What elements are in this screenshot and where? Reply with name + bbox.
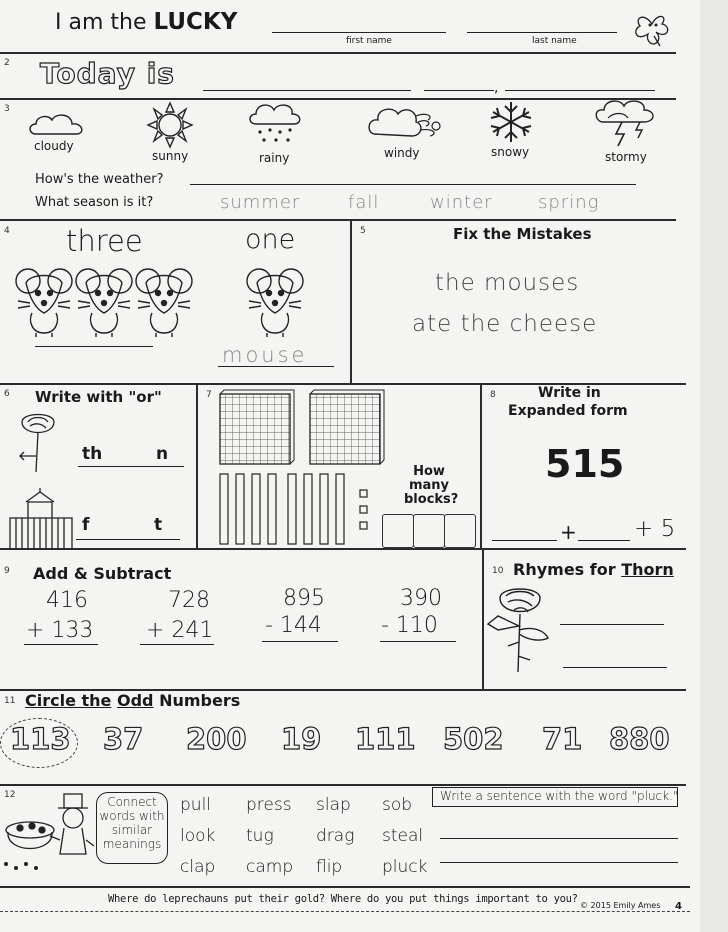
sentence-line[interactable] — [440, 862, 678, 863]
problem-bottom: - 144 — [265, 613, 322, 638]
blocks-prompt: How many blocks? — [404, 464, 459, 507]
number-choice[interactable]: 880 — [609, 722, 670, 756]
thorn-rose-large-icon — [484, 586, 556, 676]
title-part: Numbers — [159, 691, 241, 710]
section-title: Expanded form — [508, 403, 628, 419]
snowflake-icon — [485, 100, 537, 144]
last-name-line[interactable] — [467, 32, 617, 33]
write-line[interactable] — [78, 466, 184, 467]
weather-label-windy: windy — [384, 146, 420, 160]
number-choice[interactable]: 502 — [443, 722, 504, 756]
section-number: 4 — [4, 226, 10, 236]
section-number: 7 — [206, 390, 212, 400]
answer-line[interactable] — [262, 641, 338, 642]
wind-cloud-icon — [368, 104, 450, 144]
thorn-rose-icon — [14, 412, 62, 474]
rhyme-line[interactable] — [560, 624, 664, 625]
sun-icon — [145, 101, 195, 149]
section-title — [25, 691, 240, 710]
month-line[interactable] — [424, 90, 494, 91]
problem-top: 416 — [46, 588, 88, 613]
section-title: Write with "or" — [35, 388, 162, 406]
word-one: one — [245, 224, 296, 255]
title-word: Thorn — [621, 560, 674, 579]
title-part: Odd — [116, 691, 154, 710]
word-choice[interactable]: tug — [246, 826, 274, 846]
divider — [0, 98, 676, 100]
divider-vertical — [350, 219, 352, 384]
divider-vertical — [196, 384, 198, 549]
season-winter[interactable]: winter — [430, 192, 493, 213]
word-choice[interactable]: clap — [180, 857, 216, 877]
section-number: 6 — [4, 389, 10, 399]
mistake-line-1: the mouses — [435, 270, 580, 296]
word-choice[interactable]: drag — [316, 826, 355, 846]
first-name-label: first name — [346, 36, 392, 46]
three-mice-illustration — [14, 265, 204, 337]
tens-line[interactable] — [578, 540, 630, 541]
ones-part: + 5 — [634, 516, 676, 542]
divider — [0, 52, 676, 54]
word-part: th — [82, 444, 103, 464]
divider — [0, 219, 676, 221]
storm-cloud-icon — [594, 98, 660, 148]
section-number: 12 — [4, 790, 16, 800]
problem-bottom: - 110 — [381, 613, 438, 638]
divider — [0, 886, 690, 888]
number-choice[interactable]: 71 — [542, 722, 583, 756]
section-number: 8 — [490, 390, 496, 400]
answer-line[interactable] — [140, 644, 214, 645]
word-choice[interactable]: look — [180, 826, 216, 846]
number-choice[interactable]: 113 — [10, 722, 71, 756]
tens-box[interactable] — [413, 514, 445, 548]
traced-word-mouse[interactable]: mouse — [222, 343, 308, 367]
divider-vertical — [480, 384, 482, 549]
number-choice[interactable]: 200 — [186, 722, 247, 756]
word-three: three — [66, 224, 143, 258]
divider — [0, 784, 686, 786]
rhyme-line[interactable] — [563, 667, 667, 668]
weather-label-rainy: rainy — [259, 151, 290, 165]
answer-line[interactable] — [24, 644, 98, 645]
section-title: Add & Subtract — [33, 564, 172, 583]
first-name-line[interactable] — [272, 32, 446, 33]
page-number: 4 — [675, 901, 682, 912]
word-part: n — [156, 444, 169, 464]
problem-top: 895 — [283, 586, 325, 611]
ones-box[interactable] — [444, 514, 476, 548]
season-spring[interactable]: spring — [538, 192, 600, 213]
section-title: Write in — [538, 385, 601, 401]
problem-top: 728 — [168, 588, 210, 613]
footer-question: Where do leprechauns put their gold? Where do you put things important to you? — [108, 893, 578, 905]
number-choice[interactable]: 37 — [103, 722, 144, 756]
word-part: f — [82, 515, 90, 535]
weather-label-stormy: stormy — [605, 150, 647, 164]
trace-line — [218, 366, 334, 367]
word-choice[interactable]: sob — [382, 795, 413, 815]
day-line[interactable] — [203, 90, 411, 91]
problem-bottom: + 241 — [146, 618, 214, 643]
weather-label-snowy: snowy — [491, 145, 530, 159]
mistake-line-2: ate the cheese — [412, 311, 598, 337]
section-number: 11 — [4, 696, 16, 706]
one-mouse-illustration — [245, 265, 307, 337]
weather-answer-line[interactable] — [190, 184, 636, 185]
section-number: 10 — [492, 566, 504, 576]
word-choice[interactable]: camp — [246, 857, 294, 877]
year-line[interactable] — [505, 90, 655, 91]
shamrock-icon — [630, 10, 674, 48]
sentence-prompt: Write a sentence with the word "pluck." — [440, 789, 679, 803]
title-plain: Rhymes for — [513, 560, 616, 579]
number-choice[interactable]: 19 — [281, 722, 322, 756]
section-title — [513, 560, 674, 579]
copyright: © 2015 Emily Ames — [580, 901, 661, 910]
expanded-number: 515 — [545, 442, 625, 486]
word-choice[interactable]: pull — [180, 795, 212, 815]
word-choice[interactable]: press — [246, 795, 292, 815]
header-title — [55, 9, 237, 35]
word-choice[interactable]: flip — [316, 857, 343, 877]
rain-cloud-icon — [248, 102, 302, 148]
word-choice[interactable]: steal — [382, 826, 424, 846]
problem-top: 390 — [400, 586, 442, 611]
fort-icon — [8, 488, 74, 548]
title-part: Circle the — [25, 691, 112, 710]
connect-label: Connect words with similar meanings — [99, 795, 165, 851]
cloud-icon — [28, 110, 88, 138]
section-number: 5 — [360, 226, 366, 236]
weather-question: How's the weather? — [35, 172, 164, 187]
hundreds-box[interactable] — [382, 514, 414, 548]
number-choice[interactable]: 111 — [355, 722, 416, 756]
title-plain: I am the — [55, 10, 147, 35]
today-label: Today is — [40, 57, 175, 90]
title-bold: LUCKY — [153, 9, 238, 35]
season-summer[interactable]: summer — [220, 192, 301, 213]
weather-label-cloudy: cloudy — [34, 139, 74, 153]
hundreds-line[interactable] — [492, 540, 557, 541]
section-number: 9 — [4, 566, 10, 576]
write-line[interactable] — [76, 539, 180, 540]
problem-bottom: + 133 — [26, 618, 94, 643]
divider — [0, 548, 686, 550]
season-fall[interactable]: fall — [348, 192, 380, 213]
word-part: t — [154, 515, 163, 535]
word-choice[interactable]: slap — [316, 795, 351, 815]
word-choice[interactable]: pluck — [382, 857, 428, 877]
section-title: Fix the Mistakes — [453, 225, 592, 243]
last-name-label: last name — [532, 36, 577, 46]
cut-line — [0, 911, 690, 912]
leprechaun-pot-icon — [2, 790, 98, 874]
answer-line[interactable] — [380, 641, 456, 642]
sentence-line[interactable] — [440, 838, 678, 839]
weather-label-sunny: sunny — [152, 149, 189, 163]
answer-line[interactable] — [35, 346, 153, 347]
date-comma: , — [494, 80, 499, 96]
plus-sign: + — [560, 520, 577, 544]
base-ten-blocks — [218, 390, 380, 535]
season-question: What season is it? — [35, 195, 154, 210]
